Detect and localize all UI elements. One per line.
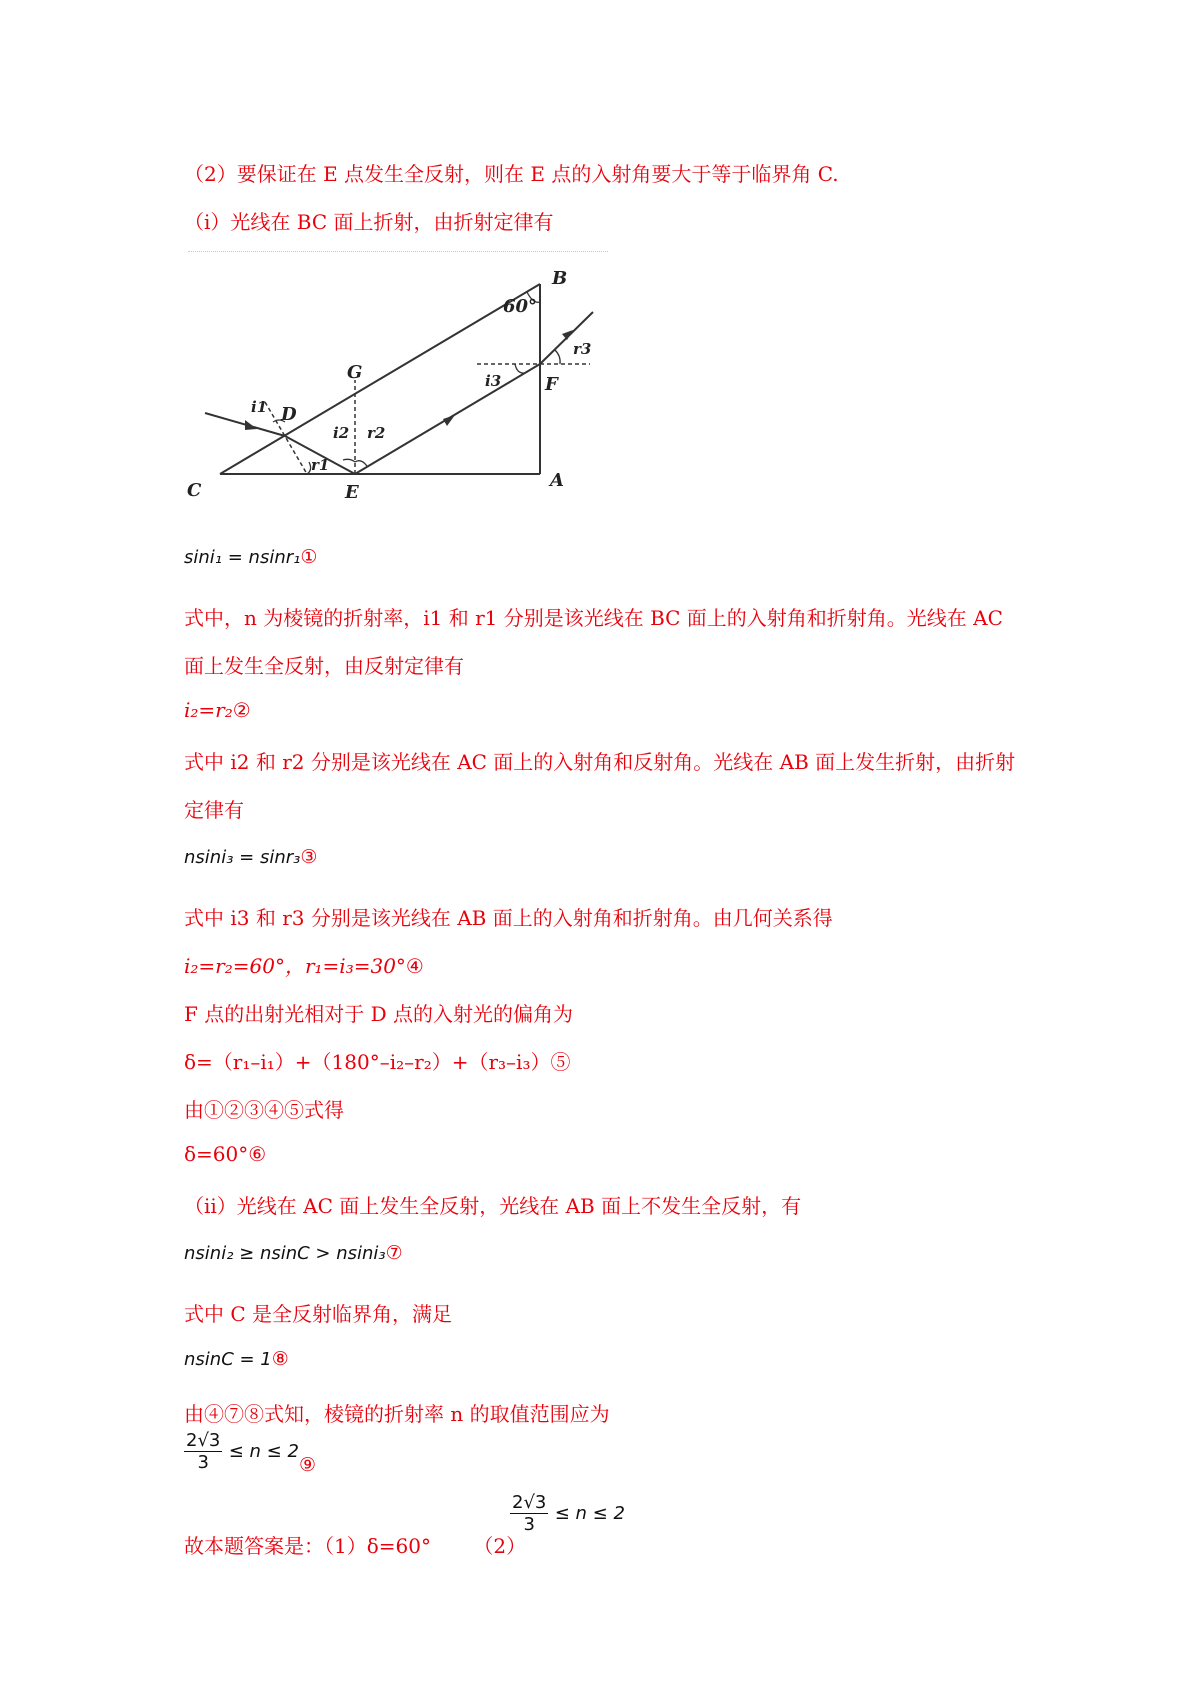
equation-8 <box>184 1346 289 1370</box>
label-60: 60° <box>503 296 538 317</box>
eq5-text: δ=（r₁–i₁）+（180°–i₂–r₂）+（r₃–i₃） <box>184 1050 551 1074</box>
equation-2 <box>184 698 251 722</box>
prism-diagram <box>187 262 615 507</box>
equation-7 <box>184 1240 403 1264</box>
text-line-1: （2）要保证在 E 点发生全反射，则在 E 点的入射角要大于等于临界角 C. <box>184 162 839 186</box>
arrow-in <box>245 420 257 430</box>
label-d: D <box>281 404 297 425</box>
text-line-11: 式中 C 是全反射临界角，满足 <box>184 1302 453 1326</box>
marker-2: ② <box>232 698 251 722</box>
equation-3 <box>184 844 317 868</box>
label-e: E <box>345 482 359 503</box>
answer-line <box>184 1530 526 1559</box>
text-line-12: 由④⑦⑧式知，棱镜的折射率 n 的取值范围应为 <box>184 1402 610 1426</box>
text-line-4: 面上发生全反射，由反射定律有 <box>184 654 464 678</box>
label-r2: r2 <box>367 424 386 442</box>
equation-5 <box>184 1046 570 1075</box>
label-i3: i3 <box>485 372 502 390</box>
eq6-text: δ=60° <box>184 1142 249 1166</box>
marker-7: ⑦ <box>385 1242 403 1264</box>
marker-5: ⑤ <box>550 1050 571 1074</box>
label-g: G <box>347 362 363 383</box>
answer-numerator: 2√3 <box>512 1492 547 1513</box>
eq1-text: sini₁ = nsinr₁ <box>184 547 301 568</box>
answer-part1: 故本题答案是：（1）δ=60° <box>184 1534 431 1558</box>
answer-fraction <box>510 1492 625 1535</box>
divider <box>188 251 608 252</box>
text-line-5: 式中 i2 和 r2 分别是该光线在 AC 面上的入射角和反射角。光线在 AB 面上发生折射，由折射 <box>184 750 1016 774</box>
label-a: A <box>550 470 564 491</box>
arrow-out <box>562 330 573 340</box>
marker-6: ⑥ <box>248 1142 267 1166</box>
label-i1: i1 <box>251 398 268 416</box>
text-line-2: （ⅰ）光线在 BC 面上折射，由折射定律有 <box>184 210 554 234</box>
eq9-denominator: 3 <box>197 1452 209 1473</box>
equation-9 <box>184 1430 316 1476</box>
answer-denominator: 3 <box>523 1514 535 1535</box>
answer-part2: （2） <box>473 1534 527 1558</box>
label-r3: r3 <box>573 340 592 358</box>
eq7-text: nsini₂ ≥ nsinC > nsini₃ <box>184 1243 386 1264</box>
text-line-7: 式中 i3 和 r3 分别是该光线在 AB 面上的入射角和折射角。由几何关系得 <box>184 906 833 930</box>
label-i2: i2 <box>333 424 350 442</box>
answer-frac <box>510 1492 548 1535</box>
equation-6 <box>184 1142 266 1166</box>
text-line-6: 定律有 <box>184 798 244 822</box>
eq9-fraction <box>184 1430 222 1473</box>
marker-8: ⑧ <box>271 1348 289 1370</box>
marker-3: ③ <box>300 846 318 868</box>
marker-1: ① <box>300 546 318 568</box>
answer-rest: ≤ n ≤ 2 <box>554 1503 625 1524</box>
eq3-text: nsini₃ = sinr₃ <box>184 847 301 868</box>
label-b: B <box>552 268 568 289</box>
marker-9: ⑨ <box>298 1454 316 1476</box>
eq9-rest: ≤ n ≤ 2 <box>228 1441 299 1462</box>
eq9-numerator: 2√3 <box>186 1430 221 1451</box>
equation-1 <box>184 544 317 568</box>
arrow-ef <box>443 415 455 426</box>
text-line-10: （ⅱ）光线在 AC 面上发生全反射，光线在 AB 面上不发生全反射，有 <box>184 1194 802 1218</box>
text-line-8: F 点的出射光相对于 D 点的入射光的偏角为 <box>184 1002 573 1026</box>
label-r1: r1 <box>311 456 330 474</box>
marker-4: ④ <box>405 954 424 978</box>
equation-4 <box>184 950 424 979</box>
text-line-3: 式中，n 为棱镜的折射率，i1 和 r1 分别是该光线在 BC 面上的入射角和折射角。光线在 AC <box>184 606 1003 630</box>
eq4-text: i₂=r₂=60°，r₁=i₃=30° <box>184 954 406 978</box>
label-c: C <box>187 480 202 501</box>
eq8-text: nsinC = 1 <box>184 1349 272 1370</box>
label-f: F <box>545 374 558 395</box>
eq2-text: i₂=r₂ <box>184 698 233 722</box>
text-line-9: 由①②③④⑤式得 <box>184 1098 344 1122</box>
